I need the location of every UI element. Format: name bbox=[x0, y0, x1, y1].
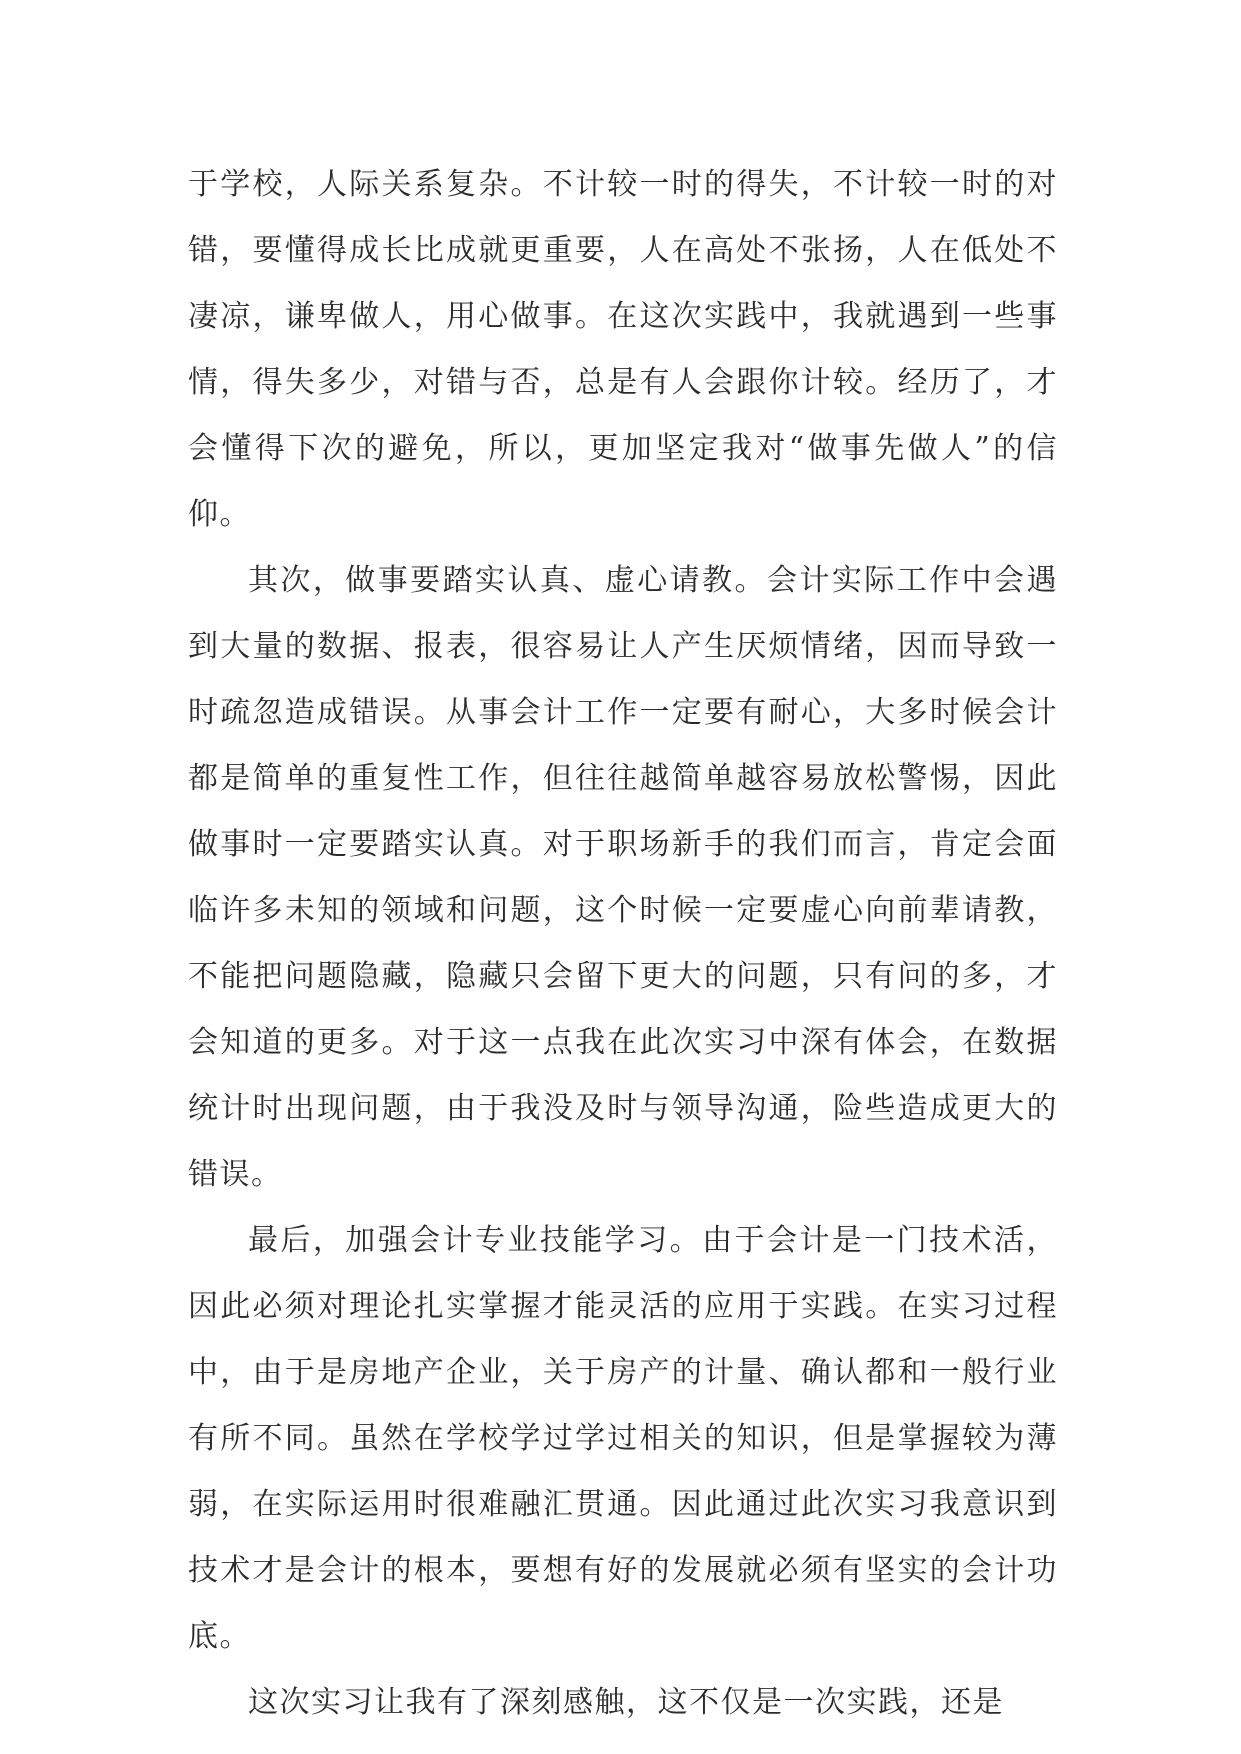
paragraph-third: 最后，加强会计专业技能学习。由于会计是一门技术活，因此必须对理论扎实掌握才能灵活的应用于实践。在实习过程中，由于是房地产企业，关于房产的计量、确认都和一般行业有所不同。虽然在学校学过学过相关的知识，但是掌握较为薄弱，在实际运用时很难融汇贯通。因此通过此次实习我意识到技术才是会计的根本，要想有好的发展就必须有坚实的会计功底。 bbox=[188, 1223, 1058, 1654]
paragraph-second: 其次，做事要踏实认真、虚心请教。会计实际工作中会遇到大量的数据、报表，很容易让人产生厌烦情绪，因而导致一时疏忽造成错误。从事会计工作一定要有耐心，大多时候会计都是简单的重复性工作，但往往越简单越容易放松警惕，因此做事时一定要踏实认真。对于职场新手的我们而言，肯定会面临许多未知的领域和问题，这个时候一定要虚心向前辈请教，不能把问题隐藏，隐藏只会留下更大的问题，只有问的多，才会知道的更多。对于这一点我在此次实习中深有体会，在数据统计时出现问题，由于我没及时与领导沟通，险些造成更大的错误。 bbox=[188, 563, 1058, 1192]
paragraph-continuation: 于学校，人际关系复杂。不计较一时的得失，不计较一时的对错，要懂得成长比成就更重要，人在高处不张扬，人在低处不凄凉，谦卑做人，用心做事。在这次实践中，我就遇到一些事情，得失多少，对错与否，总是有人会跟你计较。经历了，才会懂得下次的避免，所以，更加坚定我对“做事先做人”的信仰。 bbox=[188, 167, 1058, 532]
document-body bbox=[188, 152, 1058, 1736]
paragraph-fourth: 这次实习让我有了深刻感触，这不仅是一次实践，还是 bbox=[248, 1685, 1004, 1720]
